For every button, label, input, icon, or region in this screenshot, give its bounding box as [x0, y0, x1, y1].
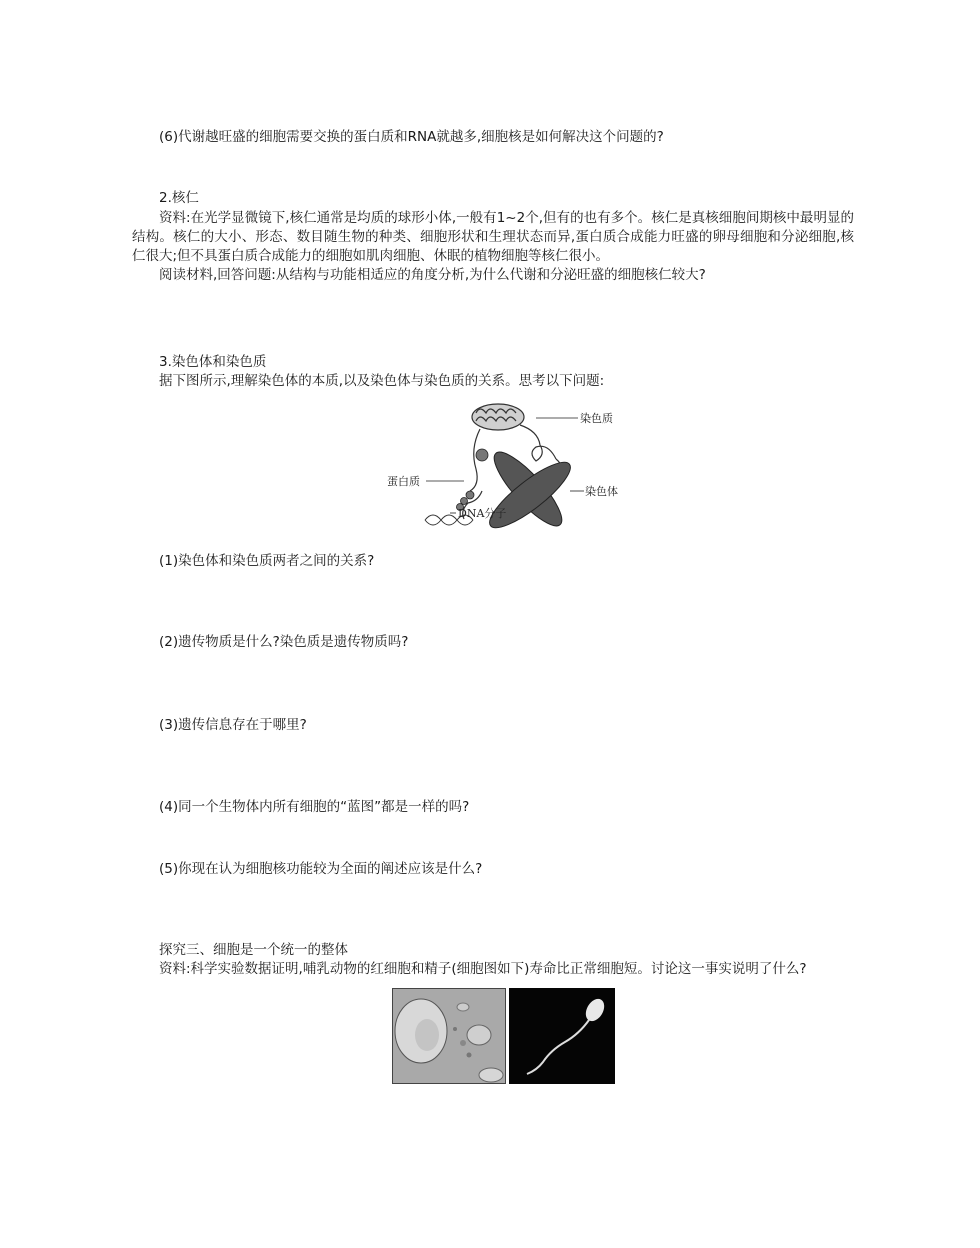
chromosome-x-illustration [482, 444, 578, 537]
explore-3-heading: 探究三、细胞是一个统一的整体 [159, 942, 348, 958]
dna-label: DNA分子 [458, 507, 507, 520]
section-3-intro: 据下图所示,理解染色体的本质,以及染色体与染色质的关系。思考以下问题: [159, 373, 605, 389]
nucleolus-material [132, 209, 854, 285]
section-3-question-2: (2)遗传物质是什么?染色质是遗传物质吗? [159, 634, 409, 650]
section-3-question-1: (1)染色体和染色质两者之间的关系? [159, 553, 375, 569]
chromosome-chromatin-figure [380, 395, 630, 547]
red-blood-cell-photo [392, 988, 506, 1084]
chromosome-label: 染色体 [585, 485, 618, 498]
section-3-question-3: (3)遗传信息存在于哪里? [159, 717, 307, 733]
section-3-heading: 3.染色体和染色质 [159, 354, 267, 370]
sperm-cell-photo [509, 988, 615, 1084]
nucleolus-material-text: 资料:在光学显微镜下,核仁通常是均质的球形小体,一般有1~2个,但有的也有多个。核仁是真核细胞间期核中最明显的结构。核仁的大小、形态、数目随生物的种类、细胞形状和生理状态而异,蛋白质合成能力旺盛的卵母细胞和分泌细胞,核仁很大;但不具蛋白质合成能力的细胞如肌肉细胞、休眠的植物细胞等核仁很小。 [132, 210, 854, 264]
question-6: (6)代谢越旺盛的细胞需要交换的蛋白质和RNA就越多,细胞核是如何解决这个问题的? [159, 129, 664, 145]
explore-3-material: 资料:科学实验数据证明,哺乳动物的红细胞和精子(细胞图如下)寿命比正常细胞短。讨论这一事实说明了什么? [159, 961, 807, 977]
red-blood-cell-illustration [393, 989, 506, 1084]
chromatin-label: 染色质 [580, 412, 613, 425]
sperm-cell-illustration [509, 988, 615, 1084]
section-2-heading: 2.核仁 [159, 190, 199, 206]
protein-label: 蛋白质 [387, 475, 420, 488]
nucleolus-question: 阅读材料,回答问题:从结构与功能相适应的角度分析,为什么代谢和分泌旺盛的细胞核仁较大? [159, 267, 706, 283]
section-3-question-4: (4)同一个生物体内所有细胞的“蓝图”都是一样的吗? [159, 799, 470, 815]
section-3-question-5: (5)你现在认为细胞核功能较为全面的阐述应该是什么? [159, 861, 483, 877]
